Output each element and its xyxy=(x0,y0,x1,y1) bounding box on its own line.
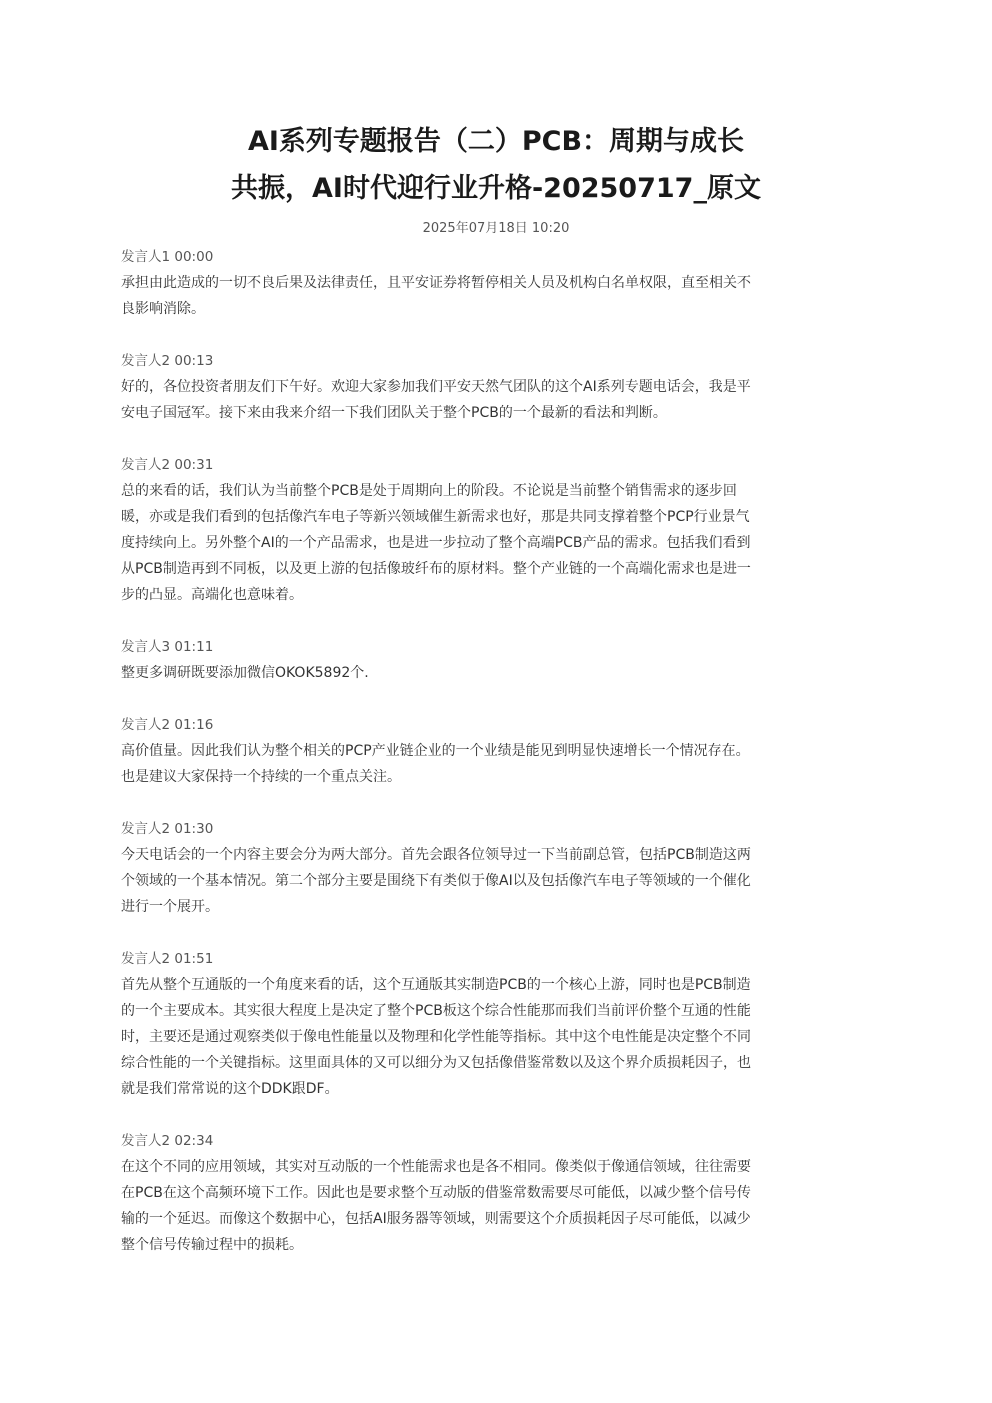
transcript xyxy=(121,244,873,1258)
paragraph-line: 暖，亦或是我们看到的包括像汽车电子等新兴领域催生新需求也好，那是共同支撑着整个PCP行业景气 xyxy=(121,509,750,525)
paragraph-line: 总的来看的话，我们认为当前整个PCB是处于周期向上的阶段。不论说是当前整个销售需求的逐步回 xyxy=(121,483,737,499)
paragraph-line: 今天电话会的一个内容主要会分为两大部分。首先会跟各位领导过一下当前副总管，包括PCB制造这两 xyxy=(121,847,751,863)
speaker-timestamp: 发言人2 01:16 xyxy=(121,717,214,733)
paragraph-line: 步的凸显。高端化也意味着。 xyxy=(121,587,303,603)
speaker-timestamp: 发言人2 00:13 xyxy=(121,353,214,369)
paragraph-line: 时，主要还是通过观察类似于像电性能量以及物理和化学性能等指标。其中这个电性能是决定整个不同 xyxy=(121,1029,751,1045)
speech-paragraph xyxy=(121,660,873,686)
document-datetime: 2025年07月18日 10:20 xyxy=(422,221,570,236)
paragraph-line: 在PCB在这个高频环境下工作。因此也是要求整个互动版的借鉴常数需要尽可能低，以减少整个信号传 xyxy=(121,1185,751,1201)
speaker-timestamp: 发言人2 01:51 xyxy=(121,951,214,967)
document-title xyxy=(120,118,872,212)
title-line-1: AI系列专题报告（二）PCB：周期与成长 xyxy=(247,126,745,157)
paragraph-line: 就是我们常常说的这个DDK跟DF。 xyxy=(121,1081,339,1097)
paragraph-line: 整个信号传输过程中的损耗。 xyxy=(121,1237,303,1253)
transcript-entry xyxy=(121,816,873,920)
paragraph-line: 在这个不同的应用领域，其实对互动版的一个性能需求也是各不相同。像类似于像通信领域，往往需要 xyxy=(121,1159,751,1175)
paragraph-line: 输的一个延迟。而像这个数据中心，包括AI服务器等领域，则需要这个介质损耗因子尽可能低，以减少 xyxy=(121,1211,751,1227)
transcript-entry xyxy=(121,452,873,608)
paragraph-line: 综合性能的一个关键指标。这里面具体的又可以细分为又包括像借鉴常数以及这个界介质损耗因子，也 xyxy=(121,1055,751,1071)
paragraph-line: 承担由此造成的一切不良后果及法律责任，且平安证券将暂停相关人员及机构白名单权限，直至相关不 xyxy=(121,275,751,291)
paragraph-line: 整更多调研既要添加微信OKOK5892个. xyxy=(121,665,369,681)
paragraph-line: 度持续向上。另外整个AI的一个产品需求，也是进一步拉动了整个高端PCB产品的需求。包括我们看到 xyxy=(121,535,751,551)
paragraph-line: 高价值量。因此我们认为整个相关的PCP产业链企业的一个业绩是能见到明显快速增长一个情况存在。 xyxy=(121,743,750,759)
paragraph-line: 个领域的一个基本情况。第二个部分主要是围绕下有类似于像AI以及包括像汽车电子等领域的一个催化 xyxy=(121,873,751,889)
transcript-entry xyxy=(121,712,873,790)
speaker-timestamp: 发言人3 01:11 xyxy=(121,639,214,655)
transcript-entry xyxy=(121,946,873,1102)
speech-paragraph xyxy=(121,972,873,1102)
speech-paragraph xyxy=(121,738,873,790)
speaker-timestamp: 发言人1 00:00 xyxy=(121,249,214,265)
paragraph-line: 良影响消除。 xyxy=(121,301,205,317)
speech-paragraph xyxy=(121,374,873,426)
speaker-timestamp: 发言人2 02:34 xyxy=(121,1133,214,1149)
transcript-entry xyxy=(121,244,873,322)
paragraph-line: 进行一个展开。 xyxy=(121,899,219,915)
paragraph-line: 的一个主要成本。其实很大程度上是决定了整个PCB板这个综合性能那而我们当前评价整个互通的性能 xyxy=(121,1003,751,1019)
title-line-2: 共振，AI时代迎行业升格-20250717_原文 xyxy=(231,173,761,204)
paragraph-line: 好的，各位投资者朋友们下午好。欢迎大家参加我们平安天然气团队的这个AI系列专题电话会，我是平 xyxy=(121,379,751,395)
paragraph-line: 也是建议大家保持一个持续的一个重点关注。 xyxy=(121,769,401,785)
speaker-timestamp: 发言人2 01:30 xyxy=(121,821,214,837)
transcript-entry xyxy=(121,634,873,686)
transcript-entry xyxy=(121,348,873,426)
paragraph-line: 首先从整个互通版的一个角度来看的话，这个互通版其实制造PCB的一个核心上游，同时也是PCB制造 xyxy=(121,977,751,993)
paragraph-line: 安电子国冠军。接下来由我来介绍一下我们团队关于整个PCB的一个最新的看法和判断。 xyxy=(121,405,667,421)
speech-paragraph xyxy=(121,1154,873,1258)
speech-paragraph xyxy=(121,842,873,920)
speech-paragraph xyxy=(121,478,873,608)
speaker-timestamp: 发言人2 00:31 xyxy=(121,457,214,473)
paragraph-line: 从PCB制造再到不同板，以及更上游的包括像玻纤布的原材料。整个产业链的一个高端化需求也是进一 xyxy=(121,561,751,577)
speech-paragraph xyxy=(121,270,873,322)
transcript-entry xyxy=(121,1128,873,1258)
